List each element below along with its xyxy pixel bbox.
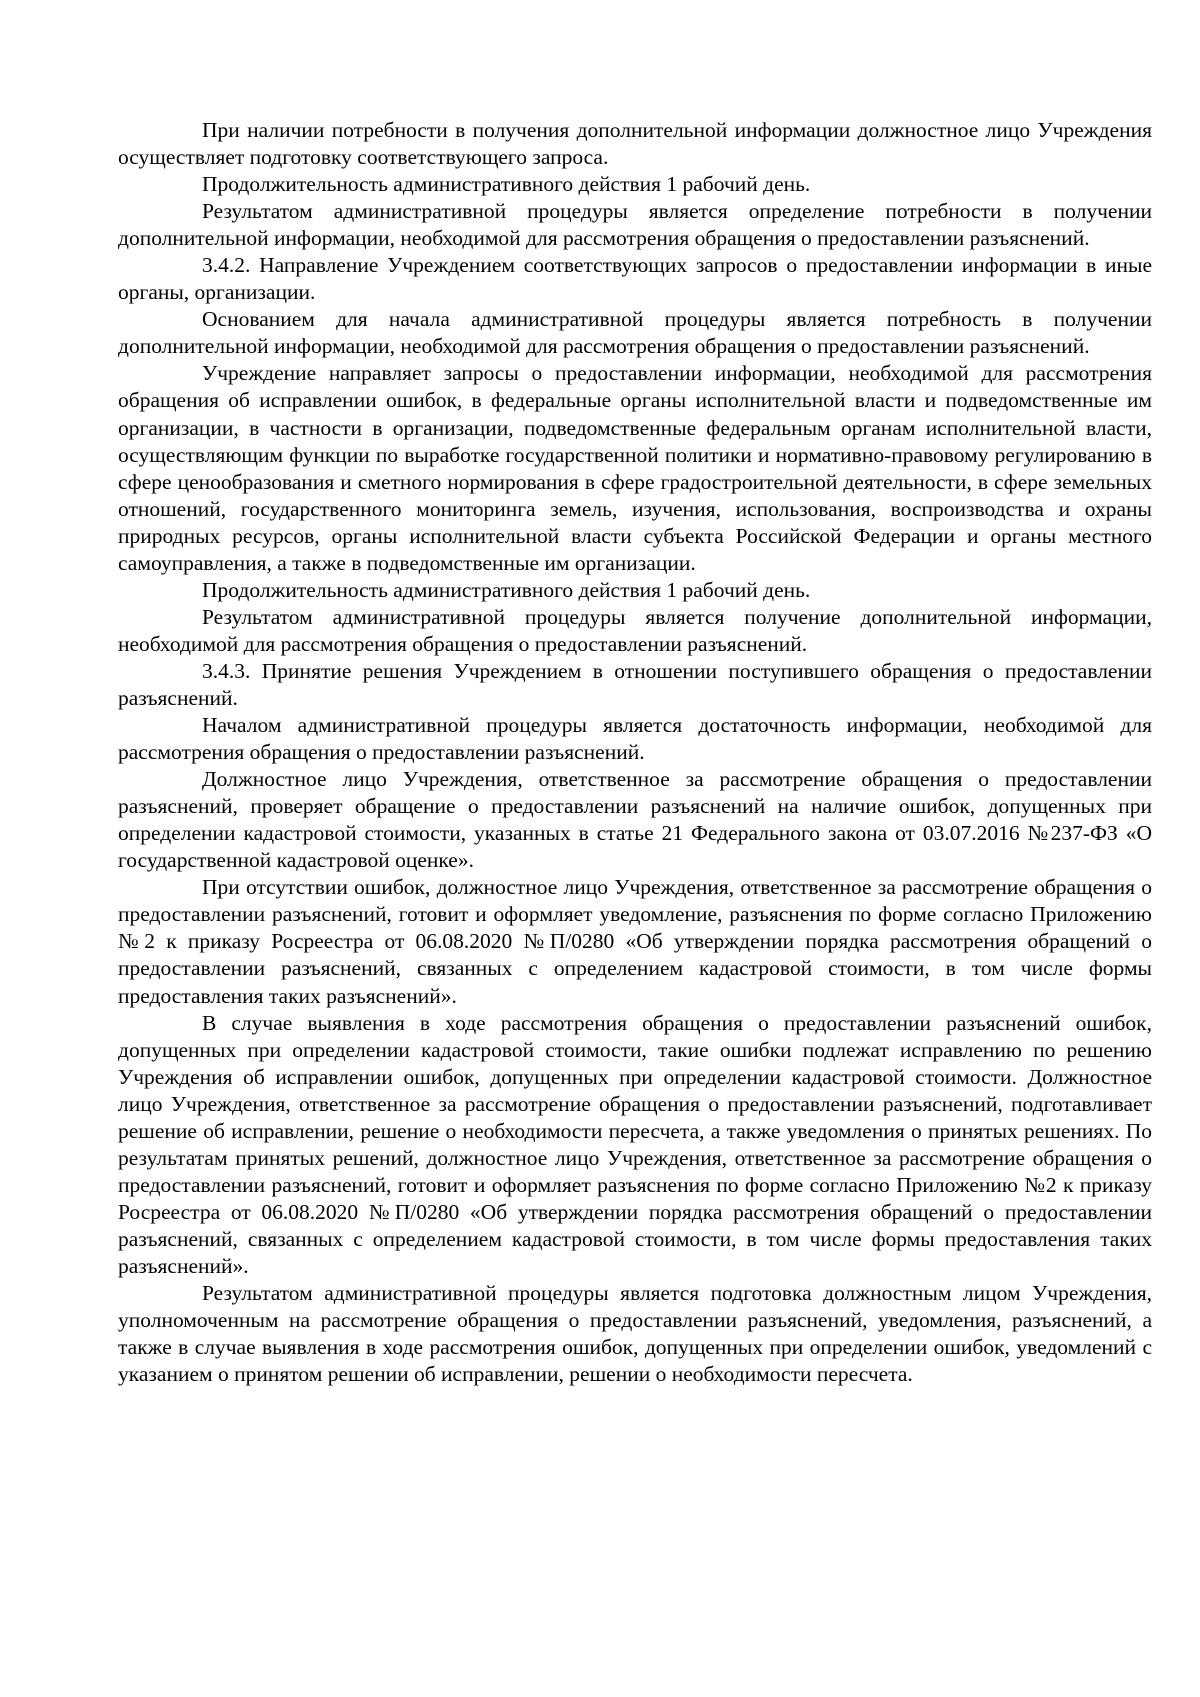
paragraph-duration: Продолжительность административного действия 1 рабочий день. — [202, 172, 811, 197]
paragraph-information-request: При наличии потребности в получения дополнительной информации должностное лицо Учреждения осуществляет подготовку соответствующего запроса. — [118, 118, 1152, 170]
paragraph-errors-found: В случае выявления в ходе рассмотрения обращения о предоставлении разъяснений ошибок, допущенных при определении кадастровой стоимости, такие ошибки подлежат исправлению по решению Учреждения об исправлении ошибок, допущенных при определении кадастровой стоимости. Должностное лицо Учреждения, ответственное за рассмотрение обращения о предоставлении разъяснений, подготавливает решение об исправлении, решение о необходимости пересчета, а также уведомления о принятых решениях. По результатам принятых решений, должностное лицо Учреждения, ответственное за рассмотрение обращения о предоставлении разъяснений, готовит и оформляет разъяснения по форме согласно Приложению №2 к приказу Росреестра от 06.08.2020 №П/0280 «Об утверждении порядка рассмотрения обращений о предоставлении разъяснений, связанных с определением кадастровой стоимости, в том числе формы предоставления таких разъяснений». — [118, 1010, 1152, 1278]
paragraph-start: Началом административной процедуры является достаточность информации, необходимой для рассмотрения обращения о предоставлении разъяснений. — [118, 713, 1152, 765]
section-heading-3-4-2: 3.4.2. Направление Учреждением соответствующих запросов о предоставлении информации в иные органы, организации. — [118, 253, 1152, 305]
paragraph-result: Результатом административной процедуры является определение потребности в получении дополнительной информации, необходимой для рассмотрения обращения о предоставлении разъяснений. — [118, 199, 1152, 251]
paragraph-no-errors: При отсутствии ошибок, должностное лицо Учреждения, ответственное за рассмотрение обращения о предоставлении разъяснений, готовит и оформляет уведомление, разъяснения по форме согласно Приложению №2 к приказу Росреестра от 06.08.2020 №П/0280 «Об утверждении порядка рассмотрения обращений о предоставлении разъяснений, связанных с определением кадастровой стоимости, в том числе формы предоставления таких разъяснений». — [118, 875, 1152, 1008]
document-page — [118, 117, 1152, 1388]
section-heading-3-4-3: 3.4.3. Принятие решения Учреждением в отношении поступившего обращения о предоставлении разъяснений. — [118, 658, 1152, 710]
paragraph-duration: Продолжительность административного действия 1 рабочий день. — [202, 577, 811, 602]
paragraph-requests: Учреждение направляет запросы о предоставлении информации, необходимой для рассмотрения обращения об исправлении ошибок, в федеральные органы исполнительной власти и подведомственные им организации, в частности в организации, подведомственные федеральным органам исполнительной власти, осуществляющим функции по выработке государственной политики и нормативно-правовому регулированию в сфере ценообразования и сметного нормирования в сфере градостроительной деятельности, в сфере земельных отношений, государственного мониторинга земель, изучения, использования, воспроизводства и охраны природных ресурсов, органы исполнительной власти субъекта Российской Федерации и органы местного самоуправления, а также в подведомственные им организации. — [118, 361, 1152, 575]
paragraph-final-result: Результатом административной процедуры является подготовка должностным лицом Учреждения, уполномоченным на рассмотрение обращения о предоставлении разъяснений, уведомления, разъяснений, а также в случае выявления в ходе рассмотрения ошибок, допущенных при определении ошибок, уведомлений с указанием о принятом решении об исправлении, решении о необходимости пересчета. — [118, 1281, 1152, 1387]
paragraph-official-check: Должностное лицо Учреждения, ответственное за рассмотрение обращения о предоставлении разъяснений, проверяет обращение о предоставлении разъяснений на наличие ошибок, допущенных при определении кадастровой стоимости, указанных в статье 21 Федерального закона от 03.07.2016 №237-ФЗ «О государственной кадастровой оценке». — [118, 767, 1152, 873]
paragraph-basis: Основанием для начала административной процедуры является потребность в получении дополнительной информации, необходимой для рассмотрения обращения о предоставлении разъяснений. — [118, 307, 1152, 359]
paragraph-result: Результатом административной процедуры является получение дополнительной информации, необходимой для рассмотрения обращения о предоставлении разъяснений. — [118, 604, 1152, 656]
